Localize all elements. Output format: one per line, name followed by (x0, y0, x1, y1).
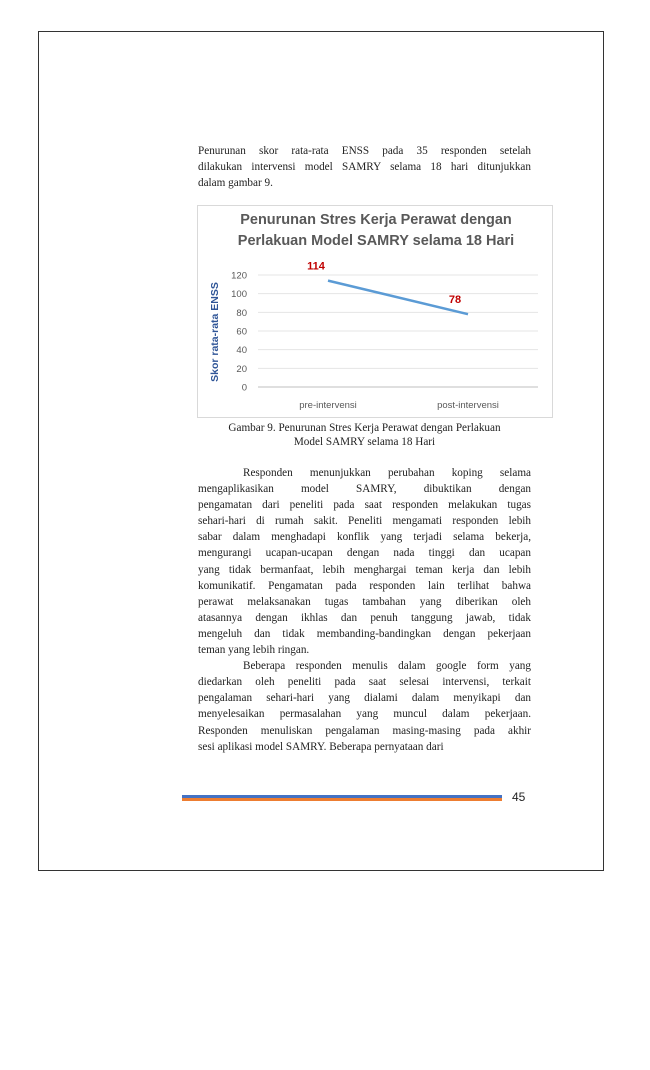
y-tick-label: 40 (236, 345, 247, 357)
y-tick-label: 120 (231, 270, 247, 282)
y-axis-label: Skor rata-rata ENSS (209, 282, 221, 382)
text-line: menyelesaikan permasalahan yang muncul dalam pekerjaan. (198, 708, 531, 721)
intro-paragraph (198, 143, 531, 191)
text-line: sesi aplikasi model SAMRY. Beberapa pernyataan dari (198, 740, 444, 753)
text-line: Responden menuliskan pengalaman masing-masing pada akhir (198, 724, 531, 737)
text-line: Beberapa responden menulis dalam google form yang (243, 660, 531, 673)
text-line: mengurangi ucapan-ucapan dengan nada tinggi dan ucapan (198, 547, 531, 560)
text-line: sabar dalam menghadapi konflik yang terjadi selama bekerja, (198, 531, 531, 544)
y-tick-label: 80 (236, 307, 247, 319)
paragraph-1 (198, 465, 531, 658)
line-chart (198, 206, 554, 419)
footer-bar-orange (182, 798, 502, 801)
series-line (328, 281, 468, 315)
text-line: mengaplikasikan model SAMRY, dibuktikan dengan (198, 483, 531, 496)
data-label: 78 (448, 294, 462, 307)
text-line: mengeluh dan tidak membanding-bandingkan dengan pekerjaan (198, 627, 531, 640)
data-label: 114 (307, 260, 325, 273)
text-line: atasannya dengan ikhlas dan penuh tanggung jawab, tidak (198, 611, 531, 624)
text-line: Responden menunjukkan perubahan koping selama (243, 467, 531, 479)
y-tick-label: 100 (231, 289, 247, 301)
figure-caption (198, 421, 531, 449)
text-line: perawat melaksanakan tugas tambahan yang diberikan oleh (198, 595, 531, 608)
caption-line: Gambar 9. Penurunan Stres Kerja Perawat dengan Perlakuan (228, 422, 501, 434)
text-line: pengalaman sehari-hari yang dialami dalam menyikapi dan (198, 692, 531, 705)
text-line: yang tidak bermanfaat, lebih menghargai teman kerja dan lebih (198, 563, 531, 576)
text-line: pengamatan dari peneliti pada saat responden melakukan tugas (198, 499, 531, 512)
text-line: diedarkan oleh peneliti pada saat selesai intervensi, terkait (198, 676, 531, 689)
chart-title-line: Perlakuan Model SAMRY selama 18 Hari (237, 233, 515, 249)
body-text (198, 465, 531, 755)
intro-line: Penurunan skor rata-rata ENSS pada 35 responden setelah (198, 145, 531, 157)
text-line: komunikatif. Pengamatan pada responden lain terlihat bahwa (198, 579, 531, 592)
y-tick-label: 20 (236, 363, 247, 375)
y-tick-label: 60 (236, 326, 247, 338)
text-line: teman yang lebih ringan. (198, 644, 310, 657)
intro-line: dilakukan intervensi model SAMRY selama 18 hari ditunjukkan (198, 161, 531, 173)
page-number: 45 (512, 790, 526, 804)
intro-line: dalam gambar 9. (198, 177, 273, 189)
chart-title-line: Penurunan Stres Kerja Perawat dengan (240, 212, 512, 228)
x-tick-label: pre-intervensi (299, 400, 357, 411)
text-line: sehari-hari di rumah sakit. Peneliti mengamati responden lebih (198, 515, 531, 528)
x-tick-label: post-intervensi (437, 400, 499, 411)
paragraph-2 (198, 658, 531, 755)
chart-container (197, 205, 553, 418)
caption-line: Model SAMRY selama 18 Hari (293, 436, 436, 448)
y-tick-label: 0 (241, 382, 247, 394)
